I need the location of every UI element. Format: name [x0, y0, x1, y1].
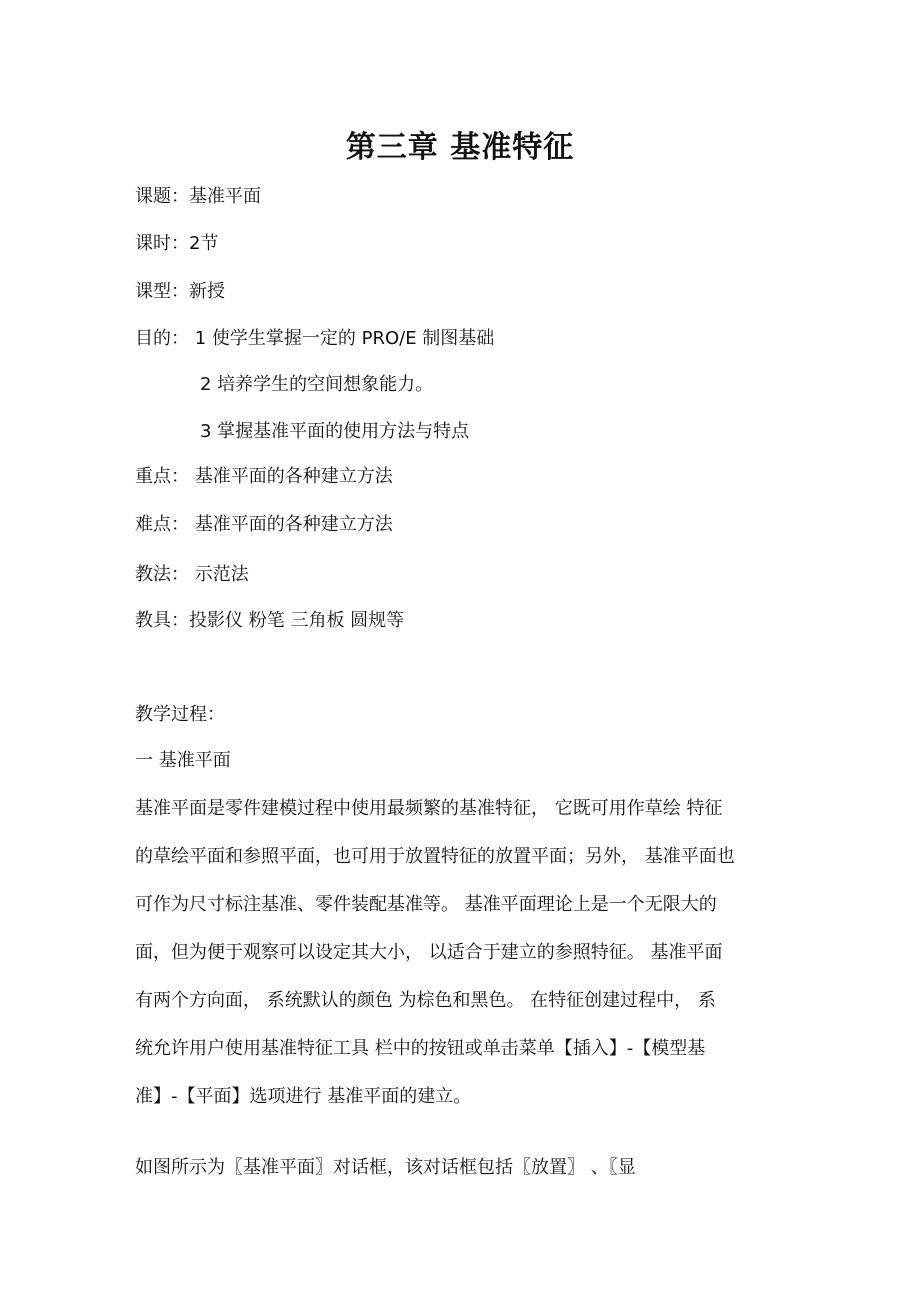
lesson-type-line: 课型：新授 — [135, 281, 225, 302]
paragraph-line: 准】-【平面】选项进行 基准平面的建立。 — [135, 1086, 472, 1107]
goal-line-1: 目的： 1 使学生掌握一定的 PRO/E 制图基础 — [135, 328, 495, 349]
key-point-line: 重点： 基准平面的各种建立方法 — [135, 466, 393, 487]
paragraph-line: 基准平面是零件建模过程中使用最频繁的基准特征， 它既可用作草绘 特征 — [135, 798, 723, 819]
tools-line: 教具：投影仪 粉笔 三角板 圆规等 — [135, 610, 405, 631]
paragraph-line: 可作为尺寸标注基准、零件装配基准等。 基准平面理论上是一个无限大的 — [135, 894, 717, 915]
difficulty-line: 难点： 基准平面的各种建立方法 — [135, 514, 393, 535]
paragraph-line: 面，但为便于观察可以设定其大小， 以适合于建立的参照特征。 基准平面 — [135, 942, 723, 963]
paragraph-line: 有两个方向面， 系统默认的颜色 为棕色和黑色。 在特征创建过程中， 系 — [135, 990, 716, 1011]
goal-line-2: 2 培养学生的空间想象能力。 — [200, 374, 434, 395]
paragraph-line: 统允许用户使用基准特征工具 栏中的按钮或单击菜单【插入】-【模型基 — [135, 1038, 706, 1059]
section-heading: 一 基准平面 — [135, 750, 231, 771]
method-line: 教法： 示范法 — [135, 564, 249, 585]
hours-line: 课时：2节 — [135, 233, 219, 254]
process-heading: 教学过程： — [135, 704, 225, 725]
last-line: 如图所示为〖基准平面〗对话框，该对话框包括〖放置〗 、〖显 — [135, 1157, 636, 1178]
paragraph-line: 的草绘平面和参照平面，也可用于放置特征的放置平面；另外， 基准平面也 — [135, 846, 735, 867]
chapter-title: 第三章 基准特征 — [345, 130, 575, 165]
goal-line-3: 3 掌握基准平面的使用方法与特点 — [200, 421, 470, 442]
topic-line: 课题：基准平面 — [135, 186, 261, 207]
